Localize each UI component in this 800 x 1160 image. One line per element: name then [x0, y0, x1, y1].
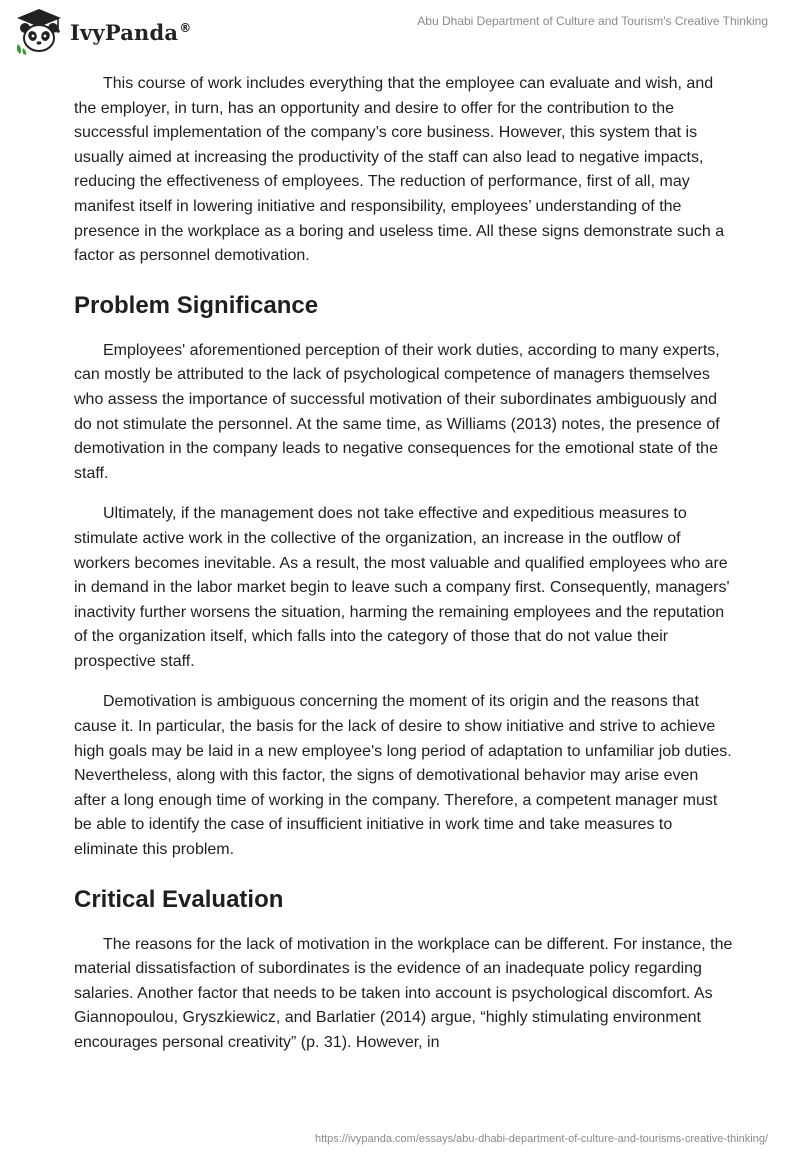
intro-paragraph: This course of work includes everything that the employee can evaluate and wish, and the employer, in turn, has an opportunity and desire to offer for the contribution to the successful implementation of the company’s core business. However, this system that is usually aimed at increasing the productivity of the staff can also lead to negative impacts, reducing the effectiveness of employees. The reduction of performance, first of all, may manifest itself in lowering initiative and responsibility, employees’ understanding of the presence in the workplace as a boring and useless time. All these signs demonstrate such a factor as personnel demotivation. — [74, 75, 725, 265]
section-heading-critical-evaluation: Critical Evaluation — [74, 885, 284, 913]
ivypanda-logo[interactable] — [14, 8, 191, 56]
source-url[interactable]: https://ivypanda.com/essays/abu-dhabi-department-of-culture-and-tourisms-creative-thinking/ — [314, 1133, 768, 1145]
paragraph: Demotivation is ambiguous concerning the moment of its origin and the reasons that cause it. In particular, the basis for the lack of desire to show initiative and strive to achieve high goals may be laid in a new employee's long period of adaptation to unfamiliar job duties. Nevertheless, along with this factor, the signs of demotivational behavior may arise even after a long enough time of working in the company. Therefore, a competent manager must be able to identify the case of insufficient initiative in work time and take measures to eliminate this problem. — [74, 693, 732, 859]
page-header — [0, 0, 800, 66]
paragraph: Employees' aforementioned perception of their work duties, according to many experts, can mostly be attributed to the lack of psychological competence of managers themselves who assess the importance of successful motivation of their subordinates ambiguously and do not stimulate the personnel. At the same time, as Williams (2013) notes, the presence of demotivation in the company leads to negative consequences for the emotional state of the staff. — [74, 341, 720, 482]
logo-wordmark: IvyPanda® — [70, 19, 192, 45]
registered-mark: ® — [179, 20, 192, 35]
panda-graduate-icon — [14, 8, 64, 56]
paragraph: The reasons for the lack of motivation in the workplace can be different. For instance, the material dissatisfaction of subordinates is the evidence of an inadequate policy regarding salaries. Another factor that needs to be taken into account is psychological discomfort. As Giannopoulou, Gryszkiewicz, and Barlatier (2014) argue, “highly stimulating environment encourages personal creativity” (p. 31). However, in — [74, 935, 733, 1051]
section-heading-problem-significance: Problem Significance — [74, 291, 319, 319]
essay-body — [74, 72, 734, 1072]
paragraph: Ultimately, if the management does not take effective and expeditious measures to stimulate active work in the collective of the organization, an increase in the outflow of workers becomes inevitable. As a result, the most valuable and qualified employees who are in demand in the labor market begin to leave such a company first. Consequently, managers' inactivity further worsens the situation, harming the remaining employees and the reputation of the organization itself, which falls into the category of those that do not value their prospective staff. — [74, 505, 730, 670]
document-title: Abu Dhabi Department of Culture and Tourism's Creative Thinking — [417, 14, 768, 28]
